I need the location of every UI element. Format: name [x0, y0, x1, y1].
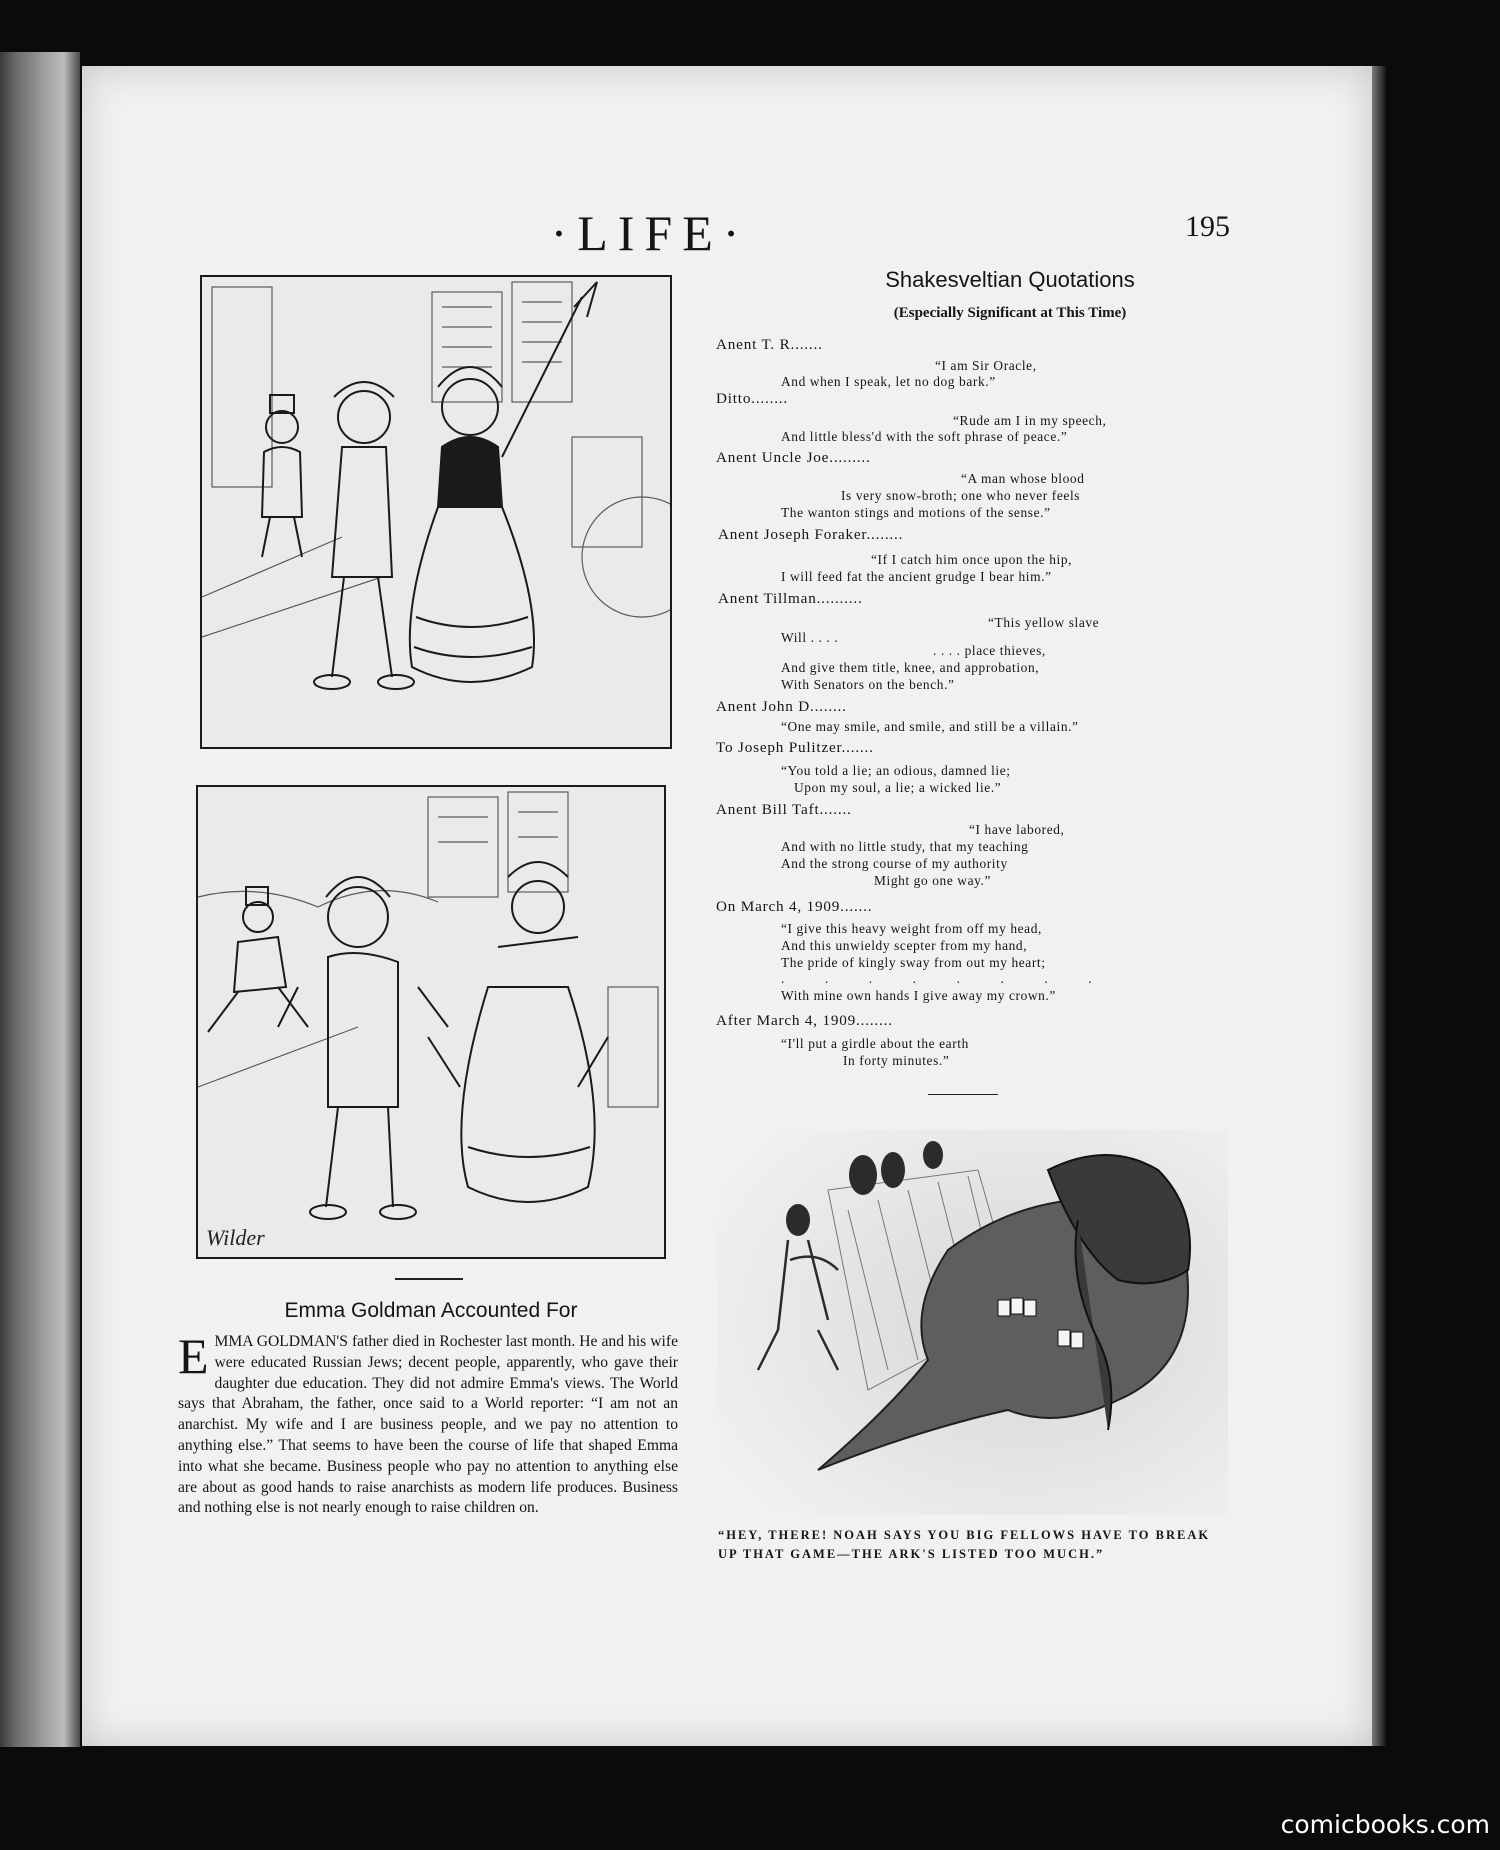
- quote-heading: To Joseph Pulitzer.......: [716, 739, 874, 756]
- cartoon-signature: Wilder: [206, 1225, 265, 1250]
- quote-line: “I have labored,: [969, 822, 1065, 837]
- site-watermark: comicbooks.com: [1280, 1810, 1490, 1839]
- quote-heading: Anent Tillman..........: [718, 590, 863, 607]
- quote-line: The pride of kingly sway from out my heart;: [781, 955, 1046, 970]
- cartoon-caption: “HEY, THERE! NOAH SAYS YOU BIG FELLOWS HAVE TO BREAK UP THAT GAME—THE ARK'S LISTED TOO MUCH.”: [718, 1528, 1211, 1561]
- article-body: [178, 1328, 678, 1519]
- cartoon-couple-stumbling: [196, 785, 666, 1259]
- quote-line: “You told a lie; an odious, damned lie;: [781, 763, 1011, 778]
- quote-line: . . . . place thieves,: [933, 643, 1046, 658]
- quote-line: “I give this heavy weight from off my head,: [781, 921, 1042, 936]
- quote-heading: Anent John D........: [716, 698, 847, 715]
- article-text: MMA GOLDMAN'S father died in Rochester last month. He and his wife were educated Russian Jews; decent people, apparently, who gave their daughter due education. They did not admire Emma's views. The World says that Abraham, the father, once said to a World reporter: “I am not an anarchist. My wife and I are business people, and we pay no attention to anything else.” That seems to have been the course of life that shaped Emma into what she became. Business people who pay no attention to anything else are about as good hands to raise anarchists as modern life produces. Business and nothing else is not nearly enough to raise children on.: [178, 1333, 678, 1517]
- quote-line: And with no little study, that my teaching: [781, 839, 1029, 854]
- quote-line: “Rude am I in my speech,: [953, 413, 1107, 428]
- quote-line: And the strong course of my authority: [781, 856, 1008, 871]
- divider-rule: [928, 1094, 998, 1095]
- quote-line: Might go one way.”: [874, 873, 992, 888]
- quote-heading: After March 4, 1909........: [716, 1012, 893, 1029]
- quote-line: With mine own hands I give away my crown.”: [781, 988, 1056, 1003]
- quote-heading: On March 4, 1909.......: [716, 898, 873, 915]
- quotes-title: Shakesveltian Quotations: [885, 267, 1135, 292]
- quote-line: “One may smile, and smile, and still be a villain.”: [781, 719, 1079, 734]
- quote-heading: Anent T. R.......: [716, 336, 823, 353]
- cartoon-illustration-2: [198, 787, 664, 1257]
- page-number: 195: [1185, 210, 1230, 243]
- quote-line: “If I catch him once upon the hip,: [871, 552, 1073, 567]
- quote-heading: Anent Joseph Foraker........: [718, 526, 904, 543]
- quote-heading: Anent Bill Taft.......: [716, 801, 852, 818]
- quote-line: Upon my soul, a lie; a wicked lie.”: [794, 780, 1002, 795]
- quote-ellipsis: . . . . . . . .: [781, 971, 1093, 986]
- masthead: ·LIFE·: [550, 205, 750, 261]
- cartoon-illustration-1: [202, 277, 670, 747]
- quote-line: And little bless'd with the soft phrase of peace.”: [781, 429, 1068, 444]
- divider-rule: [395, 1278, 463, 1280]
- quote-line: Will . . . .: [781, 630, 839, 645]
- cartoon-couple-strolling: [200, 275, 672, 749]
- quote-line: Is very snow-broth; one who never feels: [841, 488, 1081, 503]
- quote-line: “I'll put a girdle about the earth: [781, 1036, 969, 1051]
- quote-line: “A man whose blood: [961, 471, 1085, 486]
- cartoon-ark-card-game: [718, 1130, 1228, 1515]
- quote-line: And give them title, knee, and approbation,: [781, 660, 1040, 675]
- page-shadow: [1372, 66, 1386, 1746]
- quotes-subtitle: (Especially Significant at This Time): [893, 305, 1127, 321]
- quote-line: And this unwieldy scepter from my hand,: [781, 938, 1028, 953]
- quote-line: I will feed fat the ancient grudge I bear him.”: [781, 569, 1052, 584]
- quote-line: In forty minutes.”: [843, 1053, 950, 1068]
- facing-page-edge: [0, 52, 80, 1747]
- quote-heading: Ditto........: [716, 390, 788, 407]
- quote-line: With Senators on the bench.”: [781, 677, 955, 692]
- drop-cap: E: [178, 1328, 209, 1384]
- quote-line: “I am Sir Oracle,: [935, 358, 1037, 373]
- article-title: Emma Goldman Accounted For: [284, 1299, 578, 1322]
- quote-line: And when I speak, let no dog bark.”: [781, 374, 996, 389]
- quote-heading: Anent Uncle Joe.........: [716, 449, 871, 466]
- quote-line: “This yellow slave: [988, 615, 1100, 630]
- quote-line: The wanton stings and motions of the sense.”: [781, 505, 1051, 520]
